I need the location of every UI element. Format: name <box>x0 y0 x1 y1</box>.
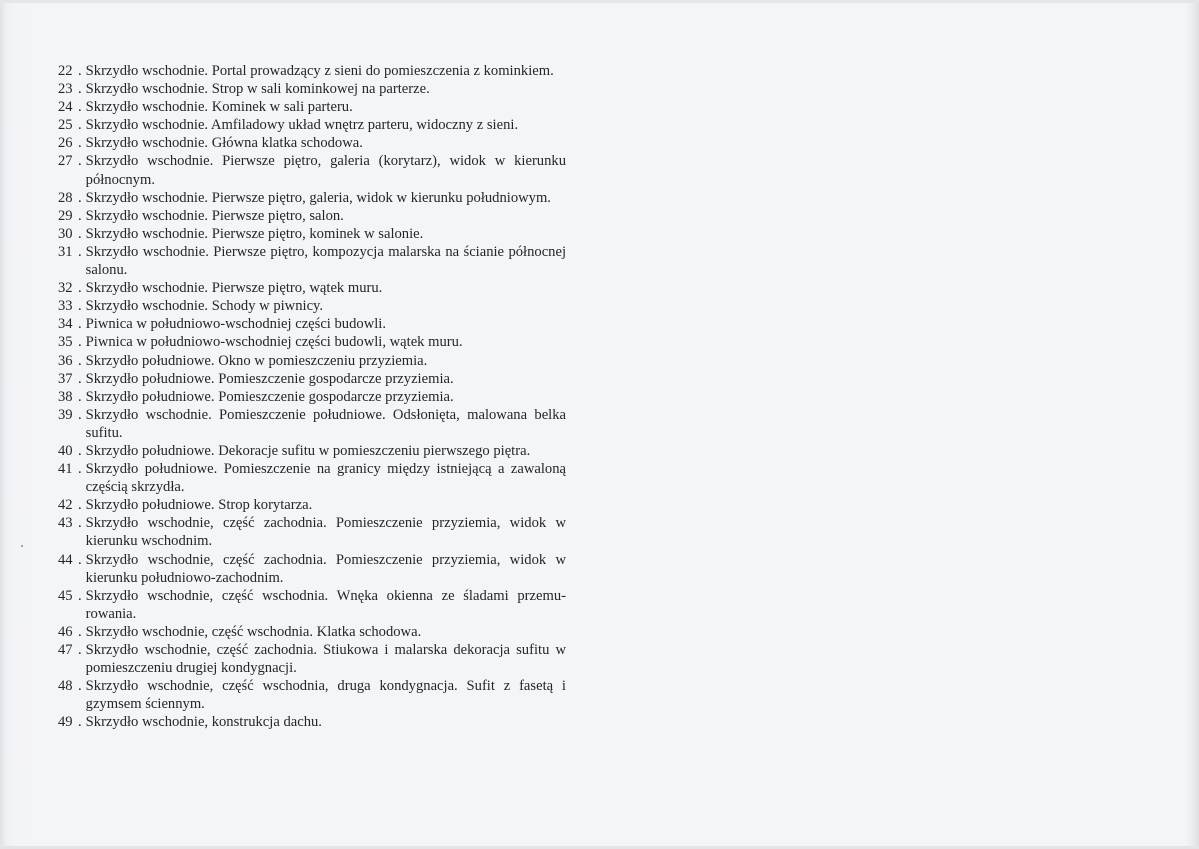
caption-item-29: 29 . Skrzydło wschodnie. Pierwsze piętro, salon. <box>58 207 566 225</box>
caption-text: Skrzydło południowe. Pomieszczenie na granicy między istniejącą a zawaloną częścią skrzydła. <box>85 461 566 496</box>
caption-text: Skrzydło wschodnie. Amfiladowy układ wnętrz parteru, widoczny z sieni. <box>85 117 519 134</box>
caption-number: 47 <box>58 642 73 658</box>
caption-number: 26 <box>58 135 73 152</box>
caption-number: 48 <box>58 678 73 695</box>
caption-number: 27 <box>58 153 73 170</box>
caption-number: 37 <box>58 370 73 387</box>
caption-text: Skrzydło wschodnie. Pierwsze piętro, kominek w salonie. <box>85 225 424 242</box>
caption-item-34: 34 . Piwnica w południowo-wschodniej części budowli. <box>58 315 566 333</box>
caption-item-30: 30 . Skrzydło wschodnie. Pierwsze piętro, kominek w salonie. <box>58 225 566 243</box>
caption-number: 32 <box>58 280 73 297</box>
caption-item-28: 28 . Skrzydło wschodnie. Pierwsze piętro, galeria, widok w kierunku południowym. <box>58 189 566 207</box>
caption-item-22: 22 . Skrzydło wschodnie. Portal prowadzący z sieni do pomieszczenia z kominkiem. <box>58 62 566 80</box>
caption-number: 33 <box>58 298 73 315</box>
caption-item-47: 47 . Skrzydło wschodnie, część zachodnia. Stiukowa i malarska dekoracja sufitu w pomieszczeniu drugiej kondygnacji. <box>58 642 566 677</box>
caption-item-33: 33 . Skrzydło wschodnie. Schody w piwnicy. <box>58 297 566 315</box>
caption-text: Skrzydło wschodnie. Pierwsze piętro, galeria (korytarz), widok w kierunku północnym. <box>85 153 566 188</box>
caption-number: 29 <box>58 207 73 224</box>
caption-number: 23 <box>58 81 73 98</box>
caption-item-39: 39 . Skrzydło wschodnie. Pomieszczenie południowe. Odsłonięta, malowana belka sufitu. <box>58 406 566 441</box>
caption-text: Skrzydło wschodnie. Kominek w sali parteru. <box>85 99 353 116</box>
caption-text: Skrzydło wschodnie, konstrukcja dachu. <box>85 714 322 731</box>
caption-text: Skrzydło południowe. Okno w pomieszczeniu przyziemia. <box>85 352 428 369</box>
caption-item-43: 43 . Skrzydło wschodnie, część zachodnia. Pomieszczenie przyziemia, widok w kierunku wschodnim. <box>58 515 566 550</box>
caption-number: 49 <box>58 714 73 731</box>
caption-number: 30 <box>58 225 73 242</box>
caption-text: Skrzydło wschodnie. Portal prowadzący z sieni do pomieszczenia z kominkiem. <box>85 63 554 79</box>
caption-item-27: 27 . Skrzydło wschodnie. Pierwsze piętro, galeria (korytarz), widok w kierunku północnym. <box>58 153 566 188</box>
caption-item-35: 35 . Piwnica w południowo-wschodniej części budowli, wątek muru. <box>58 333 566 351</box>
caption-item-37: 37 . Skrzydło południowe. Pomieszczenie gospodarcze przyziemia. <box>58 370 566 388</box>
caption-list <box>58 62 566 731</box>
caption-item-45: 45 . Skrzydło wschodnie, część wschodnia. Wnęka okienna ze śladami przemurowania. <box>58 587 566 622</box>
caption-text: Skrzydło wschodnie, część zachodnia. Stiukowa i malarska dekoracja sufitu w pomieszczeniu drugiej kondygnacji. <box>85 642 566 677</box>
caption-item-48: 48 . Skrzydło wschodnie, część wschodnia, druga kondygnacja. Sufit z fasetą i gzymsem ściennym. <box>58 678 566 713</box>
caption-text: Skrzydło wschodnie. Pierwsze piętro, wątek muru. <box>85 280 383 297</box>
caption-item-42: 42 . Skrzydło południowe. Strop korytarza. <box>58 496 566 514</box>
caption-number: 45 <box>58 587 73 604</box>
caption-number: 46 <box>58 623 73 640</box>
caption-number: 25 <box>58 117 73 134</box>
caption-number: 38 <box>58 388 73 405</box>
caption-item-26: 26 . Skrzydło wschodnie. Główna klatka schodowa. <box>58 134 566 152</box>
page-edge-top <box>0 0 1199 3</box>
caption-item-23: 23 . Skrzydło wschodnie. Strop w sali kominkowej na parterze. <box>58 80 566 98</box>
caption-number: 22 <box>58 63 73 79</box>
caption-text: Piwnica w południowo-wschodniej części budowli. <box>85 316 386 333</box>
caption-number: 28 <box>58 189 73 206</box>
caption-number: 43 <box>58 515 73 532</box>
caption-text: Skrzydło wschodnie, część zachodnia. Pomieszczenie przyziemia, widok w kierunku wschodnim. <box>85 515 566 550</box>
caption-item-24: 24 . Skrzydło wschodnie. Kominek w sali parteru. <box>58 98 566 116</box>
caption-number: 40 <box>58 442 73 459</box>
caption-text: Skrzydło południowe. Pomieszczenie gospodarcze przyziemia. <box>85 388 454 405</box>
caption-text: Skrzydło wschodnie, część wschodnia. Klatka schodowa. <box>85 623 422 640</box>
caption-item-31: 31 . Skrzydło wschodnie. Pierwsze piętro, kompozycja malarska na ścianie północnej salonu. <box>58 243 566 279</box>
caption-text: Skrzydło wschodnie, część zachodnia. Pomieszczenie przyziemia, widok w kierunku południowo-zachodnim. <box>85 551 566 586</box>
caption-number: 34 <box>58 316 73 333</box>
caption-text: Skrzydło wschodnie, część wschodnia. Wnęka okienna ze śladami przemurowania. <box>85 587 566 622</box>
caption-number: 24 <box>58 99 73 116</box>
caption-number: 31 <box>58 243 73 260</box>
caption-text: Skrzydło wschodnie. Pierwsze piętro, salon. <box>85 207 344 224</box>
caption-text: Skrzydło wschodnie, część wschodnia, druga kondygnacja. Sufit z fasetą i gzymsem ściennym. <box>85 678 566 713</box>
caption-text: Skrzydło wschodnie. Pierwsze piętro, galeria, widok w kierunku południowym. <box>85 189 551 206</box>
caption-text: Skrzydło południowe. Pomieszczenie gospodarcze przyziemia. <box>85 370 454 387</box>
caption-item-38: 38 . Skrzydło południowe. Pomieszczenie gospodarcze przyziemia. <box>58 388 566 406</box>
caption-number: 44 <box>58 551 73 568</box>
caption-text: Skrzydło południowe. Strop korytarza. <box>85 497 313 514</box>
caption-text: Skrzydło wschodnie. Schody w piwnicy. <box>85 298 324 315</box>
caption-item-49: 49 . Skrzydło wschodnie, konstrukcja dachu. <box>58 713 566 731</box>
caption-text: Skrzydło wschodnie. Główna klatka schodowa. <box>85 135 363 152</box>
caption-number: 39 <box>58 406 73 423</box>
caption-text: Skrzydło wschodnie. Pierwsze piętro, kompozycja malarska na ścianie północnej salonu. <box>85 243 566 279</box>
caption-item-25: 25 . Skrzydło wschodnie. Amfiladowy układ wnętrz parteru, widoczny z sieni. <box>58 116 566 134</box>
caption-text: Skrzydło wschodnie. Pomieszczenie południowe. Odsłonięta, malowana belka sufitu. <box>85 406 566 441</box>
caption-item-44: 44 . Skrzydło wschodnie, część zachodnia. Pomieszczenie przyziemia, widok w kierunku południowo-zachodnim. <box>58 551 566 586</box>
caption-text: Skrzydło południowe. Dekoracje sufitu w pomieszczeniu pierwszego piętra. <box>85 442 531 459</box>
caption-item-36: 36 . Skrzydło południowe. Okno w pomieszczeniu przyziemia. <box>58 352 566 370</box>
caption-item-46: 46 . Skrzydło wschodnie, część wschodnia. Klatka schodowa. <box>58 623 566 641</box>
caption-number: 36 <box>58 352 73 369</box>
caption-number: 42 <box>58 497 73 514</box>
scan-speck <box>21 545 23 547</box>
caption-item-40: 40 . Skrzydło południowe. Dekoracje sufitu w pomieszczeniu pierwszego piętra. <box>58 442 566 460</box>
caption-text: Skrzydło wschodnie. Strop w sali kominkowej na parterze. <box>85 81 430 98</box>
caption-item-32: 32 . Skrzydło wschodnie. Pierwsze piętro, wątek muru. <box>58 279 566 297</box>
caption-number: 35 <box>58 334 73 351</box>
caption-item-41: 41 . Skrzydło południowe. Pomieszczenie na granicy między istniejącą a zawaloną częścią skrzydła. <box>58 461 566 496</box>
caption-number: 41 <box>58 461 73 478</box>
caption-text: Piwnica w południowo-wschodniej części budowli, wątek muru. <box>85 334 463 351</box>
